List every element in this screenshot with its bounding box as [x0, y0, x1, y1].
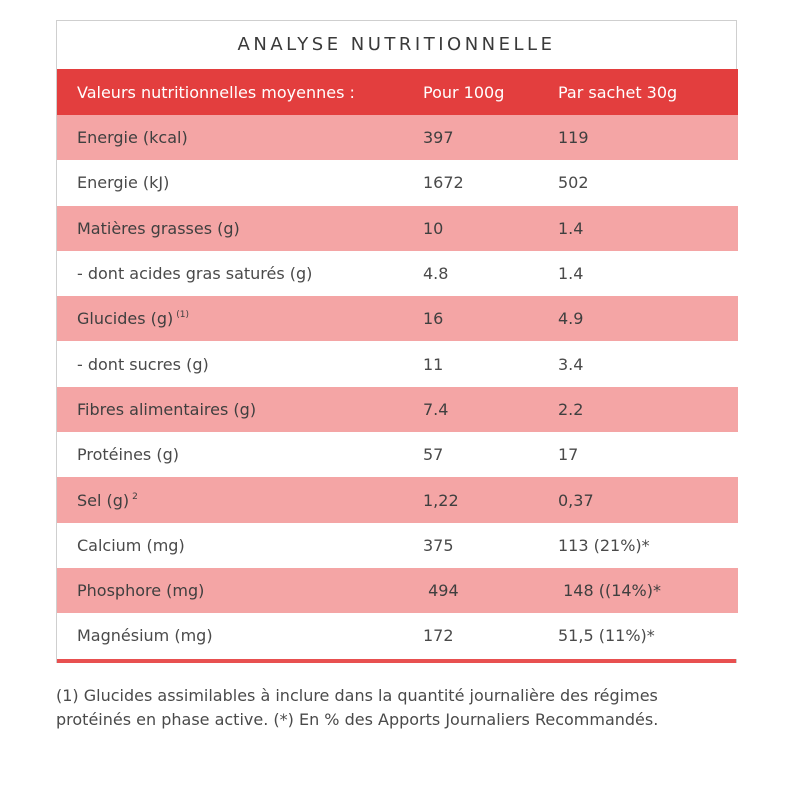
- nutrient-label-text: Sel (g): [77, 490, 130, 510]
- nutrient-label: [57, 341, 423, 386]
- header-per-sachet: Par sachet 30g: [558, 69, 738, 115]
- table-row: [57, 251, 738, 296]
- header-per-100g: Pour 100g: [423, 69, 558, 115]
- value-per-100g: 494: [423, 568, 558, 613]
- value-per-100g: 1672: [423, 160, 558, 205]
- table-row: [57, 432, 738, 477]
- nutrient-label-text: Fibres alimentaires (g): [77, 399, 257, 419]
- value-per-100g: 10: [423, 206, 558, 251]
- nutrient-label-text: Matières grasses (g): [77, 218, 240, 238]
- nutrient-label-text: Energie (kJ): [77, 173, 170, 193]
- table-body: [57, 115, 738, 659]
- nutrient-label-text: Energie (kcal): [77, 128, 188, 148]
- value-per-100g: 1,22: [423, 477, 558, 522]
- table-row: [57, 341, 738, 386]
- nutrient-label: [57, 613, 423, 658]
- header-nutrient: Valeurs nutritionnelles moyennes :: [57, 69, 423, 115]
- value-per-100g: 397: [423, 115, 558, 160]
- nutrient-label-text: Calcium (mg): [77, 535, 185, 555]
- nutrient-label: [57, 160, 423, 205]
- value-per-sachet: 2.2: [558, 387, 738, 432]
- table-row: [57, 523, 738, 568]
- nutrient-label: [57, 251, 423, 296]
- footnote: (1) Glucides assimilables à inclure dans la quantité journalière des régimes protéinés en phase active. (*) En % des Apports Journaliers Recommandés.: [56, 686, 659, 729]
- nutrient-label-text: Protéines (g): [77, 445, 179, 465]
- value-per-sachet: 1.4: [558, 206, 738, 251]
- table-row: [57, 387, 738, 432]
- nutrition-card: [56, 20, 737, 663]
- value-per-sachet: 1.4: [558, 251, 738, 296]
- nutrient-label: [57, 432, 423, 477]
- table-row: [57, 160, 738, 205]
- table-bottom-bar: [57, 659, 736, 663]
- table-header-row: [57, 69, 738, 115]
- nutrient-label-text: - dont acides gras saturés (g): [77, 264, 313, 284]
- nutrient-label-text: Magnésium (mg): [77, 626, 213, 646]
- value-per-100g: 4.8: [423, 251, 558, 296]
- table-row: [57, 568, 738, 613]
- value-per-100g: 172: [423, 613, 558, 658]
- nutrient-label: [57, 115, 423, 160]
- nutrient-label-text: Phosphore (mg): [77, 581, 205, 601]
- footnote-marker: 2: [132, 491, 138, 502]
- value-per-100g: 57: [423, 432, 558, 477]
- table-row: [57, 613, 738, 658]
- value-per-sachet: 113 (21%)*: [558, 523, 738, 568]
- value-per-sachet: 148 ((14%)*: [558, 568, 738, 613]
- table-row: [57, 477, 738, 522]
- nutrient-label: [57, 568, 423, 613]
- value-per-sachet: 4.9: [558, 296, 738, 341]
- value-per-sachet: 51,5 (11%)*: [558, 613, 738, 658]
- nutrient-label: [57, 387, 423, 432]
- value-per-100g: 11: [423, 341, 558, 386]
- table-row: [57, 206, 738, 251]
- value-per-100g: 7.4: [423, 387, 558, 432]
- value-per-sachet: 3.4: [558, 341, 738, 386]
- value-per-sachet: 0,37: [558, 477, 738, 522]
- table-row: [57, 115, 738, 160]
- footnote-marker: (1): [176, 310, 190, 321]
- nutrient-label-text: Glucides (g): [77, 309, 174, 329]
- nutrition-table: [57, 69, 738, 659]
- value-per-100g: 16: [423, 296, 558, 341]
- nutrient-label: [57, 206, 423, 251]
- value-per-sachet: 119: [558, 115, 738, 160]
- nutrient-label: [57, 477, 423, 522]
- value-per-100g: 375: [423, 523, 558, 568]
- nutrient-label: [57, 523, 423, 568]
- table-row: [57, 296, 738, 341]
- nutrient-label: [57, 296, 423, 341]
- nutrient-label-text: - dont sucres (g): [77, 354, 209, 374]
- card-title: ANALYSE NUTRITIONNELLE: [237, 34, 556, 55]
- value-per-sachet: 502: [558, 160, 738, 205]
- value-per-sachet: 17: [558, 432, 738, 477]
